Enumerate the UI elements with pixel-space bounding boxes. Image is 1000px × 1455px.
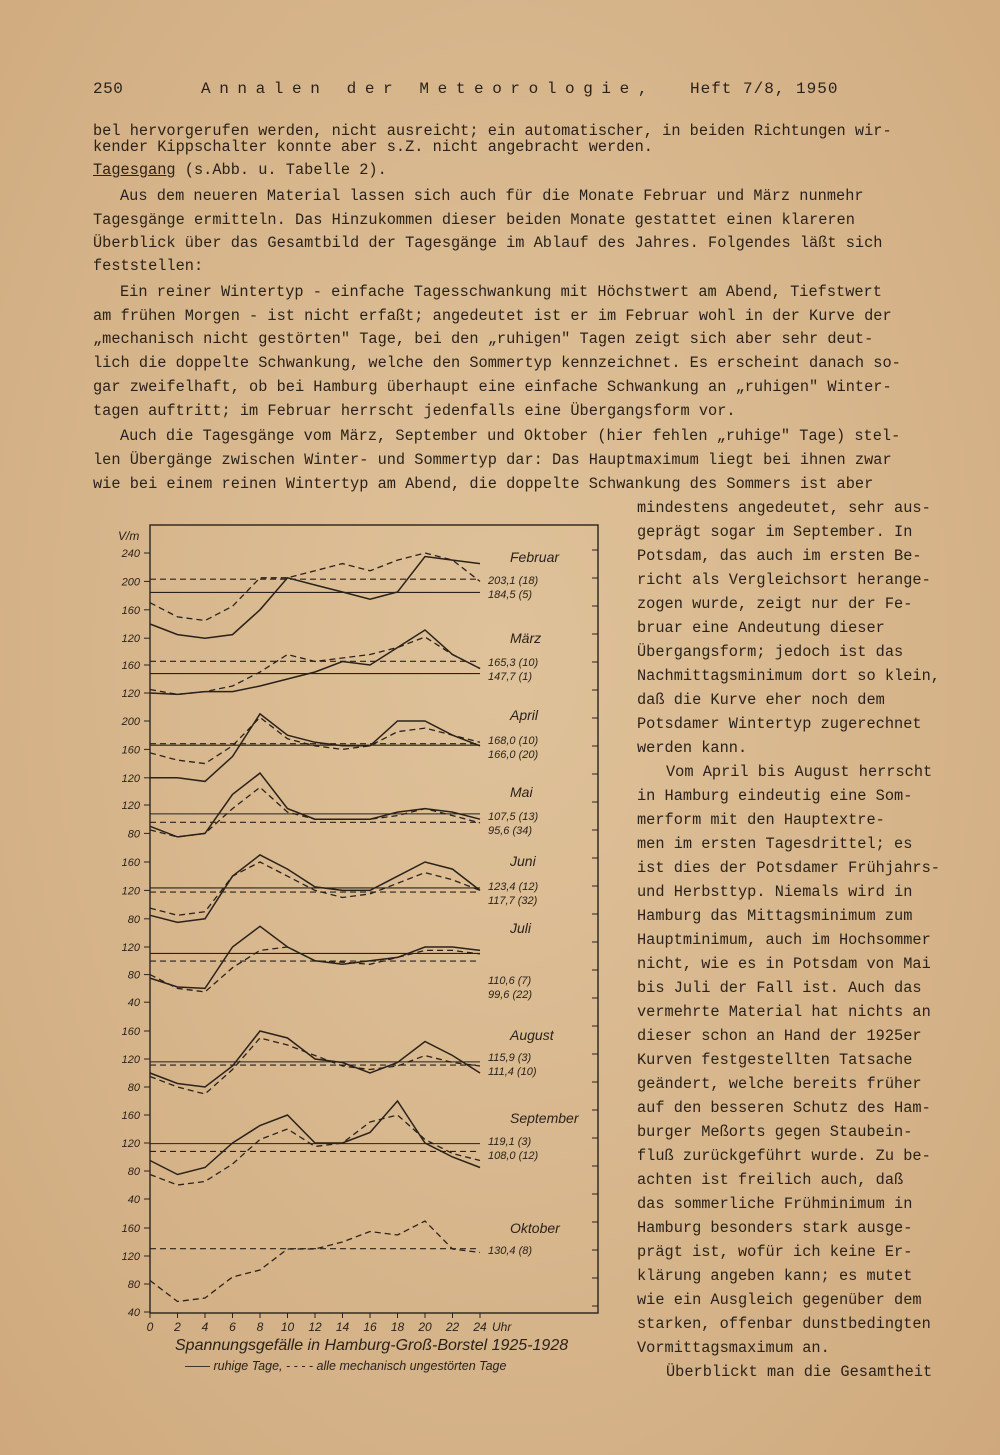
panel-mean-label: 203,1 (18): [488, 575, 539, 587]
right-col-line: zogen wurde, zeigt nur der Fe-: [637, 595, 913, 613]
panel-month-label: Juli: [510, 920, 532, 936]
y-unit-label: V/m: [118, 529, 140, 543]
text-line: bel hervorgerufen werden, nicht ausreicht; ein automatischer, in beiden Richtungen wir-: [93, 122, 892, 140]
text-line: gar zweifelhaft, ob bei Hamburg überhaupt eine einfache Schwankung an „ruhigen" Winter-: [93, 378, 892, 396]
series-line-ruhig: [150, 773, 480, 837]
right-col-line: men im ersten Tagesdrittel; es: [637, 835, 913, 853]
y-tick-label: 160: [121, 604, 140, 617]
series-line-ungestoert: [150, 787, 480, 837]
right-col-line: starken, offenbar dunstbedingten: [637, 1315, 931, 1333]
panel-month-label: März: [510, 630, 542, 646]
text-line: Aus dem neueren Material lassen sich auch für die Monate Februar und März nunmehr: [120, 187, 864, 205]
panel-mean-label: 130,4 (8): [488, 1245, 533, 1257]
right-col-line: werden kann.: [637, 739, 748, 757]
right-col-line: merform mit den Hauptextre-: [637, 811, 885, 829]
panel-mean-label: 107,5 (13): [488, 811, 539, 823]
text-line: Tagesgänge ermitteln. Das Hinzukommen dieser beiden Monate gestattet einen klareren: [93, 211, 855, 229]
right-col-line: auf den besseren Schutz des Ham-: [637, 1099, 931, 1117]
panel-mean-label: 108,0 (12): [488, 1150, 539, 1162]
right-col-line: achten ist freilich auch, daß: [637, 1171, 904, 1189]
x-tick-label: 4: [201, 1320, 209, 1334]
right-col-line: Überblickt man die Gesamtheit: [666, 1363, 933, 1381]
panel-mean-label: 99,6 (22): [488, 989, 533, 1001]
panel-mean-label: 111,4 (10): [488, 1066, 537, 1078]
panel-mean-label: 119,1 (3): [488, 1136, 532, 1148]
right-col-line: Hamburg besonders stark ausge-: [637, 1219, 913, 1237]
y-tick-label: 160: [121, 1223, 140, 1235]
right-col-line: daß die Kurve eher noch dem: [637, 691, 885, 709]
right-col-line: Hamburg das Mittagsminimum zum: [637, 907, 913, 925]
text-line: lich die doppelte Schwankung, welche den Sommertyp kennzeichnet. Es erscheint danach so-: [93, 354, 901, 372]
heading-tagesgang: Tagesgang: [93, 161, 176, 179]
right-col-line: dieser schon an Hand der 1925er: [637, 1027, 922, 1045]
right-col-line: Vormittagsmaximum an.: [637, 1339, 830, 1357]
panel-mean-label: 110,6 (7): [488, 975, 532, 987]
y-tick-label: 160: [121, 857, 140, 869]
x-tick-label: 14: [335, 1320, 350, 1334]
right-col-line: Potsdam, das auch im ersten Be-: [637, 547, 922, 565]
x-unit-label: Uhr: [492, 1320, 512, 1334]
x-tick-label: 0: [146, 1320, 154, 1334]
right-col-line: nicht, wie es in Potsdam von Mai: [637, 955, 931, 973]
series-line-ruhig: [150, 557, 480, 639]
right-col-line: Potsdamer Wintertyp zugerechnet: [637, 715, 922, 733]
y-tick-label: 120: [121, 800, 140, 812]
series-line-ungestoert: [150, 553, 480, 621]
section-heading: [93, 163, 387, 178]
y-tick-label: 40: [127, 997, 140, 1010]
right-col-line: vermehrte Material hat nichts an: [637, 1003, 931, 1021]
text-line: feststellen:: [93, 257, 204, 275]
x-tick-label: 24: [473, 1320, 487, 1334]
y-tick-label: 200: [121, 716, 140, 728]
x-tick-label: 20: [418, 1320, 432, 1334]
y-tick-label: 120: [121, 885, 140, 898]
right-col-line: mindestens angedeutet, sehr aus-: [637, 499, 931, 517]
right-col-line: das sommerliche Frühminimum in: [637, 1195, 913, 1213]
y-tick-label: 160: [121, 1026, 140, 1038]
right-col-line: klärung angeben kann; es mutet: [637, 1267, 913, 1285]
x-tick-label: 6: [229, 1320, 236, 1334]
y-tick-label: 160: [121, 660, 140, 672]
right-col-line: Hauptminimum, auch im Hochsommer: [637, 931, 931, 949]
series-line-ruhig: [150, 926, 480, 988]
y-tick-label: 80: [127, 1166, 140, 1178]
text-line: wie bei einem reinen Wintertyp am Abend, die doppelte Schwankung des Sommers ist aber: [93, 475, 874, 493]
y-tick-label: 40: [127, 1194, 140, 1206]
panel-mean-label: 147,7 (1): [488, 671, 533, 683]
chart-legend: —— ruhige Tage, - - - - alle mechanisch ungestörten Tage: [185, 1359, 507, 1373]
panel-month-label: September: [510, 1110, 579, 1126]
series-line-ungestoert: [150, 1115, 480, 1185]
panel-mean-label: 168,0 (10): [488, 735, 539, 747]
heading-ref: (s.Abb. u. Tabelle 2).: [175, 161, 387, 179]
right-col-line: wie ein Ausgleich gegenüber dem: [637, 1291, 922, 1309]
panel-mean-label: 115,9 (3): [488, 1052, 532, 1064]
y-tick-label: 80: [127, 1279, 140, 1291]
right-col-line: ist dies der Potsdamer Frühjahrs-: [637, 859, 940, 877]
y-tick-label: 80: [127, 969, 140, 982]
series-line-ruhig: [150, 630, 480, 694]
y-tick-label: 80: [127, 913, 140, 926]
y-tick-label: 240: [121, 548, 140, 560]
x-tick-label: 8: [256, 1320, 264, 1334]
right-col-line: Kurven festgestellten Tatsache: [637, 1051, 913, 1069]
panel-month-label: August: [510, 1027, 554, 1043]
x-tick-label: 18: [390, 1320, 405, 1334]
y-tick-label: 40: [127, 1307, 140, 1319]
right-col-line: in Hamburg eindeutig eine Som-: [637, 787, 913, 805]
right-col-line: geprägt sogar im September. In: [637, 523, 913, 541]
panel-month-label: Februar: [510, 549, 560, 565]
panel-mean-label: 166,0 (20): [488, 749, 539, 761]
text-line: Ein reiner Wintertyp - einfache Tagesschwankung mit Höchstwert am Abend, Tiefstwert: [120, 283, 882, 301]
text-line: len Übergänge zwischen Winter- und Sommertyp dar: Das Hauptmaximum liegt bei ihnen zwar: [93, 451, 892, 469]
x-tick-label: 10: [280, 1320, 295, 1334]
panel-mean-label: 165,3 (10): [488, 657, 539, 669]
y-tick-label: 120: [121, 1054, 140, 1066]
panel-mean-label: 184,5 (5): [488, 589, 533, 601]
page-number: 250: [93, 80, 124, 98]
y-tick-label: 120: [121, 1138, 140, 1150]
y-tick-label: 120: [121, 688, 140, 700]
y-tick-label: 160: [121, 744, 140, 757]
text-line: „mechanisch nicht gestörten" Tage, bei den „ruhigen" Tagen zeigt sich aber sehr deut-: [93, 330, 874, 348]
series-line-ungestoert: [150, 1221, 480, 1302]
text-line: tagen auftritt; im Februar herrscht jedenfalls eine Übergangsform vor.: [93, 402, 736, 420]
series-line-ungestoert: [150, 862, 480, 915]
y-tick-label: 200: [121, 576, 140, 589]
panel-month-label: Juni: [510, 853, 536, 869]
y-tick-label: 80: [127, 1082, 140, 1094]
y-tick-label: 120: [121, 633, 140, 646]
right-col-line: Übergangsform; jedoch ist das: [637, 643, 904, 661]
journal-title: Annalen der Meteorologie,: [201, 80, 657, 98]
x-tick-label: 22: [445, 1320, 460, 1334]
right-col-line: burger Meßorts gegen Staubein-: [637, 1123, 913, 1141]
series-line-ruhig: [150, 714, 480, 782]
chart-figure: [100, 520, 620, 1380]
x-tick-label: 16: [363, 1320, 377, 1334]
right-col-line: fluß zurückgeführt wurde. Zu be-: [637, 1147, 931, 1165]
right-col-line: und Herbsttyp. Niemals wird in: [637, 883, 913, 901]
text-line: am frühen Morgen - ist nicht erfaßt; angedeutet ist er im Februar wohl in der Kurve der: [93, 307, 892, 325]
x-tick-label: 12: [308, 1320, 322, 1334]
series-line-ruhig: [150, 1031, 480, 1087]
y-tick-label: 80: [127, 828, 140, 841]
chart-svg: [100, 520, 620, 1380]
right-col-line: Nachmittagsminimum dort so klein,: [637, 667, 940, 685]
right-col-line: bis Juli der Fall ist. Auch das: [637, 979, 922, 997]
text-line: Überblick über das Gesamtbild der Tagesgänge im Ablauf des Jahres. Folgendes läßt sich: [93, 234, 883, 252]
panel-mean-label: 123,4 (12): [488, 881, 539, 893]
x-tick-label: 2: [174, 1320, 181, 1334]
series-line-ruhig: [150, 1101, 480, 1175]
y-tick-label: 160: [121, 1110, 140, 1122]
text-line: kender Kippschalter konnte aber s.Z. nicht angebracht werden.: [93, 138, 653, 156]
panel-mean-label: 117,7 (32): [488, 895, 538, 907]
issue-label: Heft 7/8, 1950: [690, 80, 839, 98]
chart-title: Spannungsgefälle in Hamburg-Groß-Borstel 1925-1928: [175, 1337, 569, 1354]
y-tick-label: 120: [121, 942, 140, 954]
right-col-line: bruar eine Andeutung dieser: [637, 619, 885, 637]
series-line-ungestoert: [150, 637, 480, 694]
right-col-line: geändert, welche bereits früher: [637, 1075, 922, 1093]
right-col-line: prägt ist, wofür ich keine Er-: [637, 1243, 913, 1261]
right-col-line: richt als Vergleichsort herange-: [637, 571, 931, 589]
right-col-line: Vom April bis August herrscht: [666, 763, 933, 781]
panel-month-label: Mai: [510, 784, 533, 800]
panel-mean-label: 95,6 (34): [488, 825, 533, 837]
text-line: Auch die Tagesgänge vom März, September und Oktober (hier fehlen „ruhige" Tage) stel-: [120, 427, 901, 445]
y-tick-label: 120: [121, 772, 140, 785]
panel-month-label: Oktober: [510, 1220, 560, 1236]
y-tick-label: 120: [121, 1251, 140, 1263]
panel-month-label: April: [510, 707, 539, 723]
